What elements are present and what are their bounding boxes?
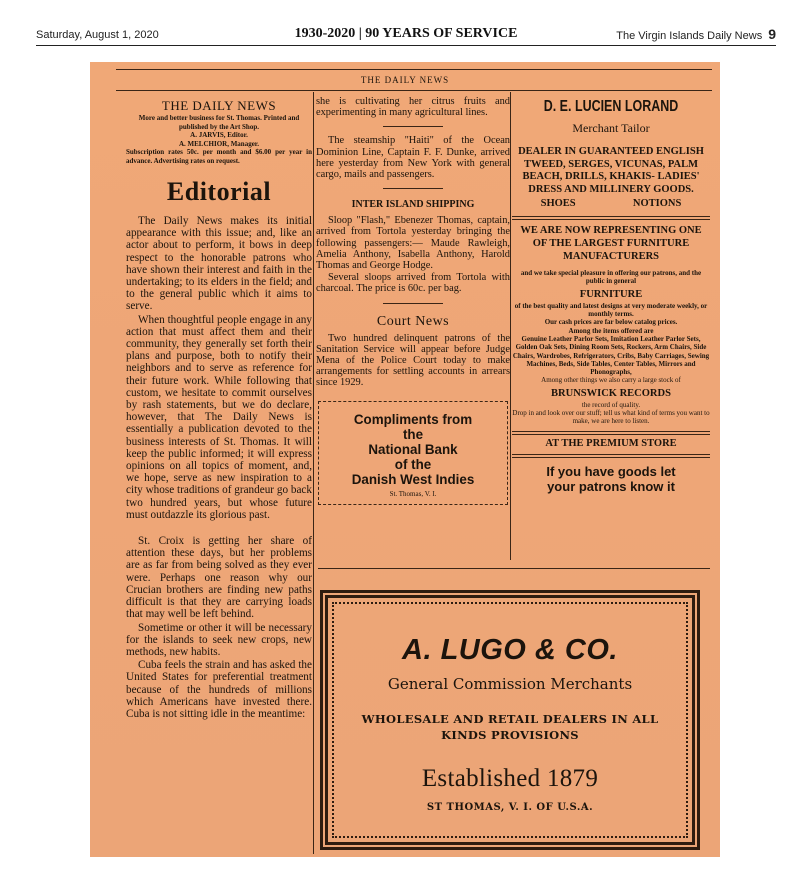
editorial-paragraph: Sometime or other it will be necessary for the islands to seek new crops, new methods, new habits.	[126, 621, 312, 658]
haiti-news: The steamship "Haiti" of the Ocean Dominion Line, Captain F. F. Dunke, arrived here yesterday from New York with general cargo, mails and passengers.	[316, 135, 510, 181]
issue-date: Saturday, August 1, 2020	[36, 29, 159, 41]
brunswick-records: BRUNSWICK RECORDS	[551, 387, 671, 399]
column-ads	[512, 96, 710, 494]
shipping-heading: INTER ISLAND SHIPPING	[351, 199, 475, 211]
page-number: 9	[768, 26, 776, 42]
shipping-paragraph: Sloop "Flash," Ebenezer Thomas, captain, arrived from Tortola yesterday bringing the following passengers:— Maude Rawleigh, Amelia Anthony, Isabella Anthony, Harold Thomas and George Hodge.	[316, 215, 510, 272]
manager-line: A. MELCHIOR, Manager.	[178, 139, 260, 148]
goods-slogan: If you have goods let your patrons know it	[546, 463, 676, 494]
national-bank-ad: Compliments from the National Bank of the Danish West Indies St. Thomas, V. I.	[318, 401, 508, 505]
anniversary-title: 1930-2020 | 90 YEARS OF SERVICE	[294, 26, 518, 41]
lugo-advertisement	[320, 590, 700, 850]
drop-in: Drop in and look over our stuff; tell us what kind of terms you want to make, we are here to listen.	[512, 409, 710, 426]
column-rule-2	[510, 92, 511, 560]
lugo-established: Established 1879	[421, 765, 599, 792]
editorial-paragraph: St. Croix is getting her share of attention these days, but her problems are as far from being solved as they ever were. Perhaps one reason why our Crucian brothers are finding new paths difficult is that they are carrying loads that may well be left behind.	[126, 535, 312, 621]
lugo-location: ST THOMAS, V. I. OF U.S.A.	[426, 802, 594, 813]
items-intro: Among the items offered are	[568, 326, 654, 335]
furniture-heading: FURNITURE	[579, 288, 643, 300]
newspaper-clipping	[90, 62, 720, 857]
clipping-masthead: THE DAILY NEWS	[360, 75, 450, 85]
lucien-lorand-title: D. E. LUCIEN LORAND	[543, 98, 679, 115]
premium-store: AT THE PREMIUM STORE	[545, 437, 677, 449]
furniture-representing: WE ARE NOW REPRESENTING ONE OF THE LARGEST FURNITURE MANUFACTURERS	[520, 225, 702, 262]
lugo-subtitle: General Commission Merchants	[387, 675, 633, 693]
merchant-tailor: Merchant Tailor	[572, 121, 650, 135]
shoes-notions: SHOES NOTIONS	[540, 198, 682, 210]
column-news	[316, 96, 510, 505]
editorial-paragraph: When thoughtful people engage in any action that must affect them and their community, they generally set forth their plans and purpose, both to notify their neighbors and to serve as reference for their future work. While following that custom, we hesitate to commit ourselves by rash statements, but we do declare, however, that The Daily News is essentially a publication devoted to the business interests of St. Thomas. It will keep the public informed; it will express opinions on all topics of moment, and, we hope, serve as new inspiration to a city whose traditions of grandeur go back two hundred years, but whose future must outdazzle its glorious past.	[126, 313, 312, 521]
court-paragraph: Two hundred delinquent patrons of the Sanitation Service will appear before Judge Mena of the Police Court today to make arrangements for settling accounts in arrears since 1929.	[316, 332, 510, 389]
page-header	[36, 26, 776, 46]
editorial-paragraph: Cuba feels the strain and has asked the United States for preferential treatment because of the hundreds of millions which Americans have invested there. Cuba is not sitting idle in the meantime:	[126, 659, 312, 720]
among-other: Among other things we also carry a large stock of	[541, 376, 681, 385]
special-pleasure: and we take special pleasure in offering our patrons, and the public in general	[520, 269, 702, 286]
ad-top-rule	[318, 568, 710, 569]
column-rule-1	[313, 92, 314, 854]
shipping-paragraph: Several sloops arrived from Tortola with charcoal. The price is 60c. per bag.	[316, 272, 510, 295]
editor-line: A. JARVIS, Editor.	[190, 131, 248, 139]
lugo-wholesale: WHOLESALE AND RETAIL DEALERS IN ALL KINDS PROVISIONS	[361, 712, 659, 742]
top-rule	[116, 69, 712, 70]
furniture-items: Genuine Leather Parlor Sets, Imitation Leather Parlor Sets, Golden Oak Sets, Dining Room Sets, Rockers, Arm Chairs, Side Chairs, Wardrobes, Refrigerators, Cribs, Baby Carriages, Sewing Machines, Beds, Side Tables, Center Tables, Mirrors and Phonographs,	[512, 334, 710, 377]
news-paragraph: she is cultivating her citrus fruits and experimenting in many agricultural lines.	[316, 96, 510, 119]
masthead-rule	[116, 90, 712, 91]
best-quality: of the best quality and latest designs at very moderate weekly, or monthly terms.	[514, 301, 708, 319]
dealer-text: DEALER IN GUARANTEED ENGLISH TWEED, SERGES, VICUNAS, PALM BEACH, DRILLS, KHAKIS- LADIES' DRESS AND MILLINERY GOODS.	[518, 146, 704, 195]
lugo-name: A. LUGO & CO.	[402, 634, 618, 666]
cash-prices: Our cash prices are far below catalog prices.	[544, 318, 678, 327]
column-editorial	[126, 96, 312, 720]
record-quality: the record of quality.	[581, 400, 641, 409]
bank-location: St. Thomas, V. I.	[389, 489, 437, 498]
editorial-paragraph: The Daily News makes its initial appearance with this issue; and, like an actor about to perform, it bows in deep respect to the honorable patrons who have shown their interest and faith in the undertaking; to its elders in the field; and to the general public which it aims to serve.	[126, 215, 312, 313]
subscription-rates: Subscription rates 50c. per month and $6.00 per year in advance. Advertising rates on request.	[126, 148, 312, 165]
tagline: More and better business for St. Thomas. Printed and published by the Art Shop.	[138, 114, 300, 131]
editorial-heading: Editorial	[166, 177, 272, 206]
daily-news-title: THE DAILY NEWS	[161, 98, 277, 113]
court-heading: Court News	[376, 313, 450, 329]
publication-label: The Virgin Islands Daily News	[616, 30, 763, 42]
publication-name	[616, 26, 776, 42]
